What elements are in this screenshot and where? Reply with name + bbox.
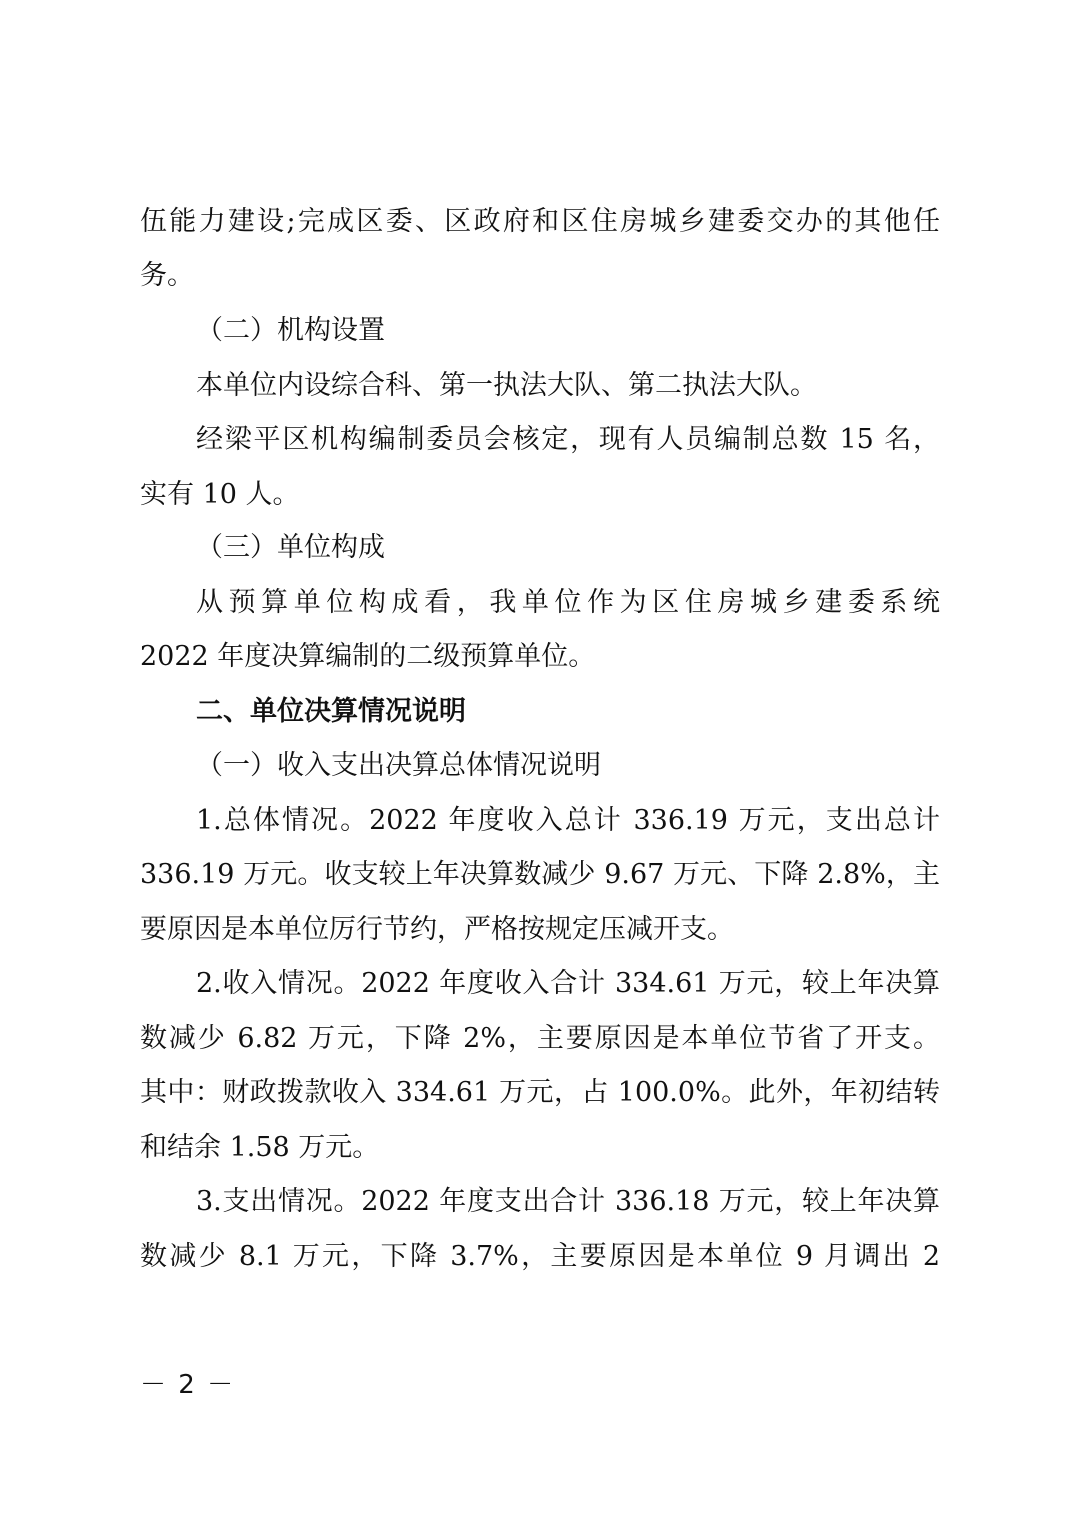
body-line: 伍能力建设;完成区委、区政府和区住房城乡建委交办的其他任: [140, 206, 940, 237]
body-line: 经梁平区机构编制委员会核定，现有人员编制总数 15 名，: [196, 424, 940, 455]
page-number: － 2 －: [140, 1370, 236, 1400]
body-line: 2.收入情况。2022 年度收入合计 334.61 万元，较上年决算: [196, 968, 940, 999]
body-line: 其中：财政拨款收入 334.61 万元，占 100.0%。此外，年初结转: [140, 1077, 940, 1108]
section-heading-org-setup: （二）机构设置: [196, 315, 385, 346]
section-heading-income-expense: （一）收入支出决算总体情况说明: [196, 750, 601, 781]
body-line: 数减少 8.1 万元，下降 3.7%，主要原因是本单位 9 月调出 2: [140, 1241, 940, 1272]
body-line: 336.19 万元。收支较上年决算数减少 9.67 万元、下降 2.8%，主: [140, 859, 940, 890]
section-heading-unit-composition: （三）单位构成: [196, 532, 385, 563]
body-line: 实有 10 人。: [140, 479, 300, 510]
body-line: 务。: [140, 260, 194, 291]
body-line: 数减少 6.82 万元，下降 2%，主要原因是本单位节省了开支。: [140, 1023, 940, 1054]
body-line: 本单位内设综合科、第一执法大队、第二执法大队。: [196, 370, 817, 401]
body-line: 从预算单位构成看，我单位作为区住房城乡建委系统: [196, 587, 940, 618]
body-line: 3.支出情况。2022 年度支出合计 336.18 万元，较上年决算: [196, 1186, 940, 1217]
chapter-heading: 二、单位决算情况说明: [196, 696, 466, 727]
body-line: 要原因是本单位厉行节约，严格按规定压减开支。: [140, 914, 734, 945]
body-line: 和结余 1.58 万元。: [140, 1132, 380, 1163]
body-line: 1.总体情况。2022 年度收入总计 336.19 万元，支出总计: [196, 805, 940, 836]
body-line: 2022 年度决算编制的二级预算单位。: [140, 641, 596, 672]
